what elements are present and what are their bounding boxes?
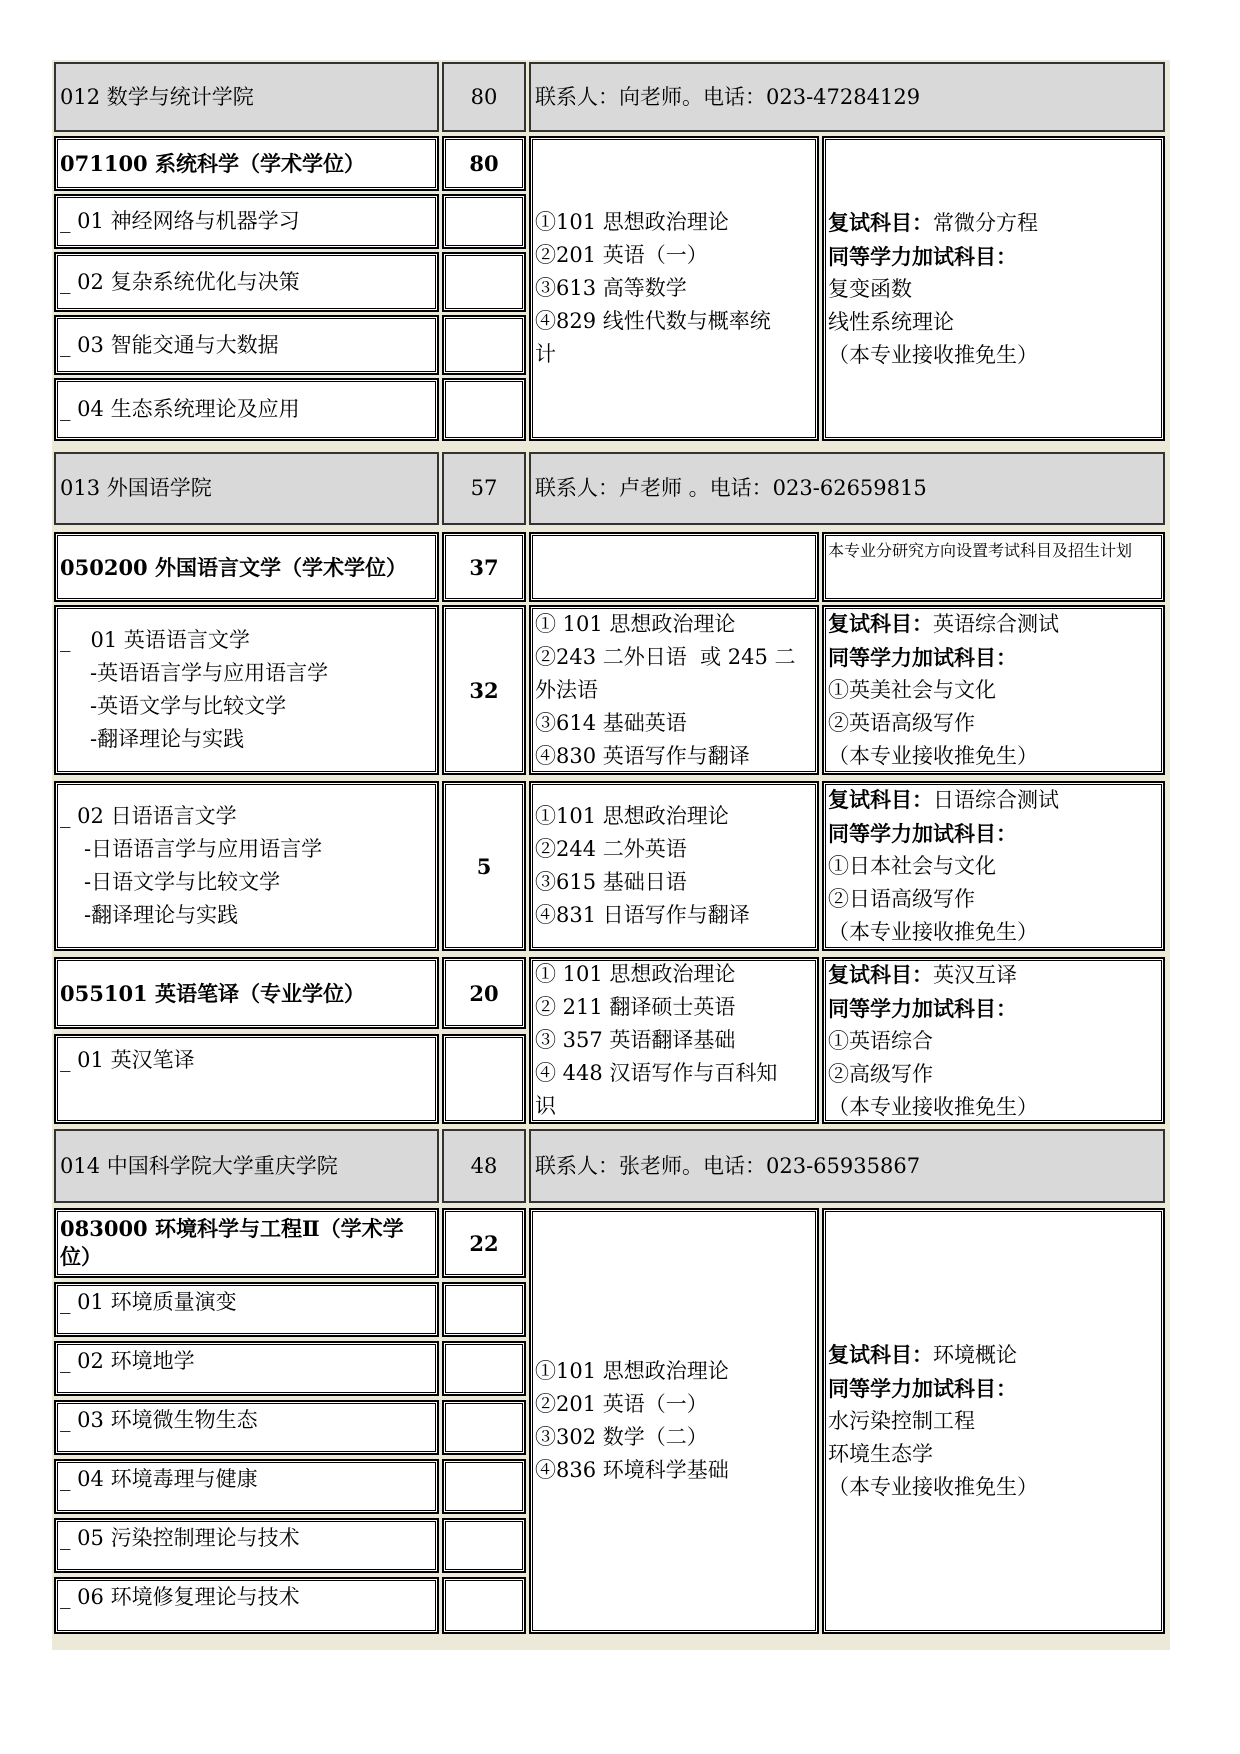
recommend-note: （本专业接收推免生） [828,744,1038,768]
exam-subject: ③615 基础日语 [535,870,687,894]
dept-contact-cell [529,62,1165,132]
direction-count-cell [442,1341,526,1396]
program-note-cell [822,532,1165,602]
dept-name: 014 中国科学院大学重庆学院 [60,1153,338,1178]
exam-subject: 识 [535,1094,556,1118]
direction-label: _ 06 环境修复理论与技术 [60,1585,300,1609]
direction-label: _ 05 污染控制理论与技术 [60,1526,300,1550]
direction-count-cell [442,315,526,375]
direction-label: _ 02 复杂系统优化与决策 [60,269,300,294]
dept-contact: 联系人：张老师。电话：023-65935867 [535,1153,921,1178]
direction-count-cell [442,1459,526,1514]
extra-subject: 环境生态学 [828,1442,933,1466]
direction-label: _ 04 生态系统理论及应用 [60,397,300,421]
exam-subjects-cell [529,781,819,951]
exam-subject: ③614 基础英语 [535,710,687,735]
exam-subject: ②244 二外英语 [535,837,687,861]
direction-label: _ 01 神经网络与机器学习 [60,209,300,233]
dept-count-cell [442,1129,526,1203]
retest-label: 复试科目： [828,209,933,235]
direction-label: _ 03 环境微生物生态 [60,1408,258,1432]
exam-subject: ①101 思想政治理论 [535,804,729,828]
direction-row [54,1518,439,1573]
exam-subject: ④831 日语写作与翻译 [535,903,750,927]
retest-cell [822,1208,1165,1634]
direction-count-cell [442,1282,526,1337]
program-name-cell [54,532,439,602]
direction-row [54,378,439,441]
dept-count: 80 [470,84,498,109]
extra-label: 同等学力加试科目： [828,821,1017,846]
direction-label: _ 01 英语语言文学 [60,628,250,652]
dept-count-cell [442,62,526,132]
retest-cell [822,136,1165,441]
extra-subject: ①英美社会与文化 [828,678,996,702]
program-name: 055101 英语笔译（专业学位） [60,980,365,1006]
exam-subject: 计 [535,342,556,366]
direction-row [54,252,439,312]
sub-direction: -英语语言学与应用语言学 [90,661,329,685]
exam-subjects-cell [529,1208,819,1634]
exam-subject: ① 101 思想政治理论 [535,962,736,986]
direction-label: _ 02 日语语言文学 [60,804,237,828]
retest-subject: 环境概论 [933,1343,1017,1367]
extra-subject: ①日本社会与文化 [828,854,996,878]
exam-subjects-cell [529,532,819,602]
exam-subject: ① 101 思想政治理论 [535,611,736,636]
exam-subject: ③ 357 英语翻译基础 [535,1028,736,1052]
recommend-note: （本专业接收推免生） [828,1094,1038,1119]
program-count-cell [442,136,526,191]
extra-subject: 复变函数 [828,276,912,301]
direction-row [54,1034,439,1124]
program-name-cell [54,957,439,1029]
extra-subject: 线性系统理论 [828,309,954,334]
retest-label: 复试科目： [828,611,933,636]
direction-row [54,1341,439,1396]
retest-subject: 日语综合测试 [933,788,1059,812]
direction-count-cell [442,781,526,951]
sub-direction: -翻译理论与实践 [84,903,239,927]
direction-row [54,194,439,249]
exam-subjects-cell [529,136,819,441]
program-note: 本专业分研究方向设置考试科目及招生计划 [828,541,1133,560]
direction-label: _ 03 智能交通与大数据 [60,332,279,357]
direction-count-cell [442,1577,526,1634]
extra-label: 同等学力加试科目： [828,1376,1017,1401]
recommend-note: （本专业接收推免生） [828,1475,1038,1499]
dept-contact: 联系人：卢老师 。电话：023-62659815 [535,476,927,500]
exam-subject: ② 211 翻译硕士英语 [535,995,736,1019]
exam-subject: ④ 448 汉语写作与百科知 [535,1061,778,1085]
recommend-note: （本专业接收推免生） [828,920,1038,944]
retest-label: 复试科目： [828,787,933,812]
dept-contact: 联系人：向老师。电话：023-47284129 [535,84,921,109]
sub-direction: -日语文学与比较文学 [84,870,281,894]
direction-row [54,315,439,375]
program-name-cell [54,136,439,191]
recommend-note: （本专业接收推免生） [828,342,1038,367]
direction-row [54,1577,439,1634]
direction-row [54,605,439,775]
direction-count-cell [442,378,526,441]
program-name: 071100 系统科学（学术学位） [60,151,365,176]
dept-count: 57 [470,476,498,500]
direction-label: _ 01 环境质量演变 [60,1290,237,1314]
direction-label: _ 01 英汉笔译 [60,1048,195,1072]
dept-name-cell [54,452,439,525]
program-name: 083000 环境科学与工程Ⅱ（学术学位） [60,1216,404,1269]
direction-count-cell [442,1400,526,1455]
exam-subject: ①101 思想政治理论 [535,210,729,234]
program-count: 37 [469,554,499,580]
extra-subject: ②日语高级写作 [828,887,975,911]
direction-count-cell [442,1518,526,1573]
retest-cell [822,781,1165,951]
extra-label: 同等学力加试科目： [828,243,1017,269]
retest-subject: 英语综合测试 [933,612,1059,636]
direction-row [54,1400,439,1455]
dept-count: 48 [470,1153,498,1178]
extra-subject: ②英语高级写作 [828,711,975,735]
direction-row [54,781,439,951]
extra-subject: 水污染控制工程 [828,1409,975,1433]
extra-label: 同等学力加试科目： [828,995,1017,1021]
retest-cell [822,605,1165,775]
dept-contact-cell [529,452,1165,525]
direction-count-cell [442,605,526,775]
direction-label: _ 02 环境地学 [60,1349,195,1373]
direction-row [54,1459,439,1514]
exam-subject: ②201 英语（一） [535,1392,708,1416]
dept-name-cell [54,1129,439,1203]
exam-subject: ④830 英语写作与翻译 [535,743,750,768]
sub-direction: -日语语言学与应用语言学 [84,837,323,861]
exam-subject: 外法语 [535,677,598,702]
exam-subjects-cell [529,605,819,775]
retest-label: 复试科目： [828,961,933,987]
dept-contact-cell [529,1129,1165,1203]
program-count-cell [442,1208,526,1278]
sub-direction: -英语文学与比较文学 [90,694,287,718]
direction-count-cell [442,252,526,312]
sub-direction: -翻译理论与实践 [90,727,245,751]
exam-subject: ④829 线性代数与概率统 [535,309,771,333]
dept-name: 013 外国语学院 [60,476,212,500]
direction-count-cell [442,1034,526,1124]
dept-name: 012 数学与统计学院 [60,84,254,109]
exam-subjects-cell [529,957,819,1124]
direction-count-cell [442,194,526,249]
direction-row [54,1282,439,1337]
exam-subject: ②243 二外日语 或 245 二 [535,644,796,669]
retest-subject: 英汉互译 [933,962,1017,987]
program-count: 80 [469,151,499,176]
retest-cell [822,957,1165,1124]
program-count: 22 [469,1230,499,1256]
program-count: 20 [469,980,499,1006]
dept-name-cell [54,62,439,132]
direction-label: _ 04 环境毒理与健康 [60,1467,258,1491]
program-name: 050200 外国语言文学（学术学位） [60,554,407,580]
exam-subject: ③302 数学（二） [535,1425,708,1449]
extra-subject: ①英语综合 [828,1028,933,1053]
exam-subject: ④836 环境科学基础 [535,1458,729,1482]
program-name-cell [54,1208,439,1278]
direction-count: 5 [476,853,492,879]
exam-subject: ③613 高等数学 [535,276,687,300]
exam-subject: ①101 思想政治理论 [535,1359,729,1383]
extra-label: 同等学力加试科目： [828,645,1017,670]
exam-subject: ②201 英语（一） [535,243,708,267]
retest-subject: 常微分方程 [933,210,1038,235]
program-count-cell [442,532,526,602]
retest-label: 复试科目： [828,1342,933,1367]
extra-subject: ②高级写作 [828,1061,933,1086]
dept-count-cell [442,452,526,525]
direction-count: 32 [469,677,499,703]
program-count-cell [442,957,526,1029]
